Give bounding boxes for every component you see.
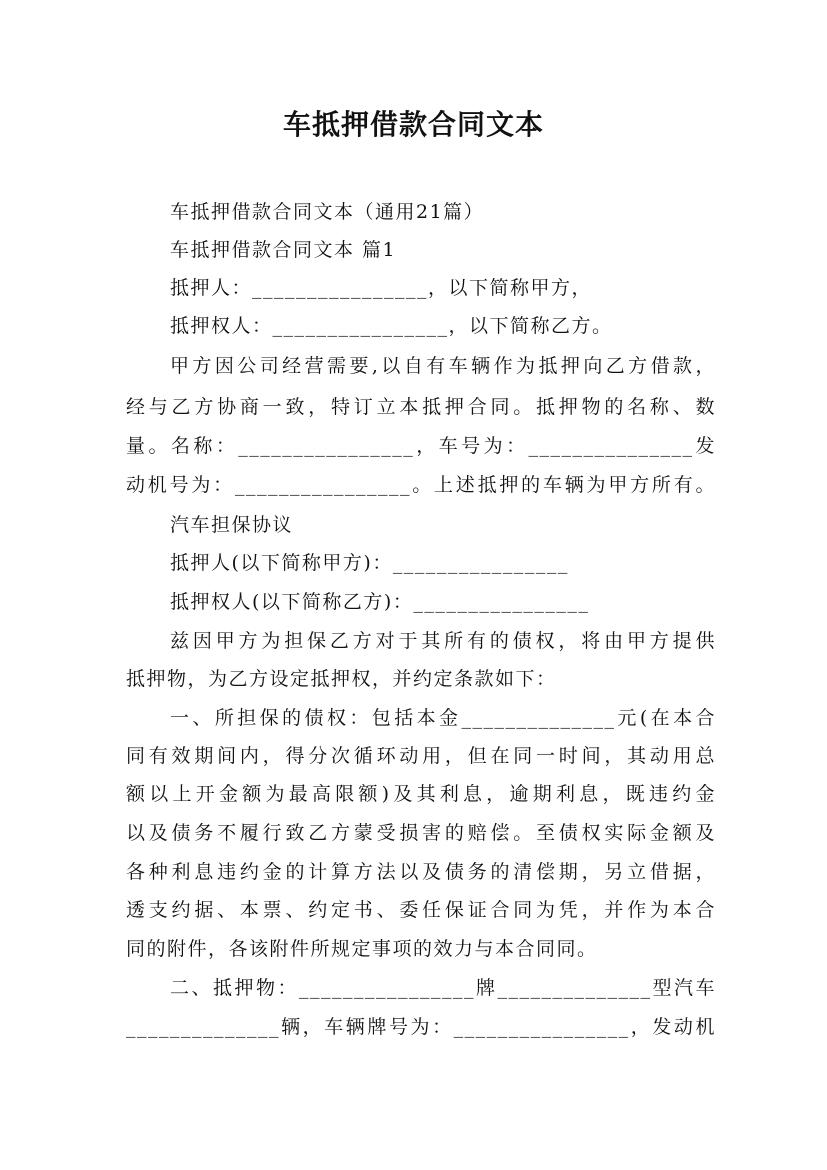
body-line: 抵押权人：________________，以下简称乙方。 bbox=[170, 315, 613, 337]
body-line: 各种利息违约金的计算方法以及债务的清偿期，另立借据， bbox=[126, 861, 716, 883]
body-line: 抵押权人(以下简称乙方)：________________ bbox=[170, 591, 590, 613]
body-line: 同的附件，各该附件所规定事项的效力与本合同同。 bbox=[126, 938, 598, 960]
body-line: 一、所担保的债权：包括本金______________元(在本合 bbox=[170, 707, 716, 729]
body-line: 车抵押借款合同文本（通用21篇） bbox=[170, 201, 485, 223]
body-line: 经与乙方协商一致，特订立本抵押合同。抵押物的名称、数 bbox=[126, 396, 716, 418]
body-line: ______________辆，车辆牌号为：________________，发动机 bbox=[126, 1016, 716, 1038]
body-line: 甲方因公司经营需要,以自有车辆作为抵押向乙方借款， bbox=[170, 355, 716, 377]
body-line: 透支约据、本票、约定书、委任保证合同为凭，并作为本合 bbox=[126, 899, 716, 921]
body-line: 额以上开金额为最高限额)及其利息，逾期利息，既违约金 bbox=[126, 783, 716, 805]
body-line: 以及债务不履行致乙方蒙受损害的赔偿。至债权实际金额及 bbox=[126, 822, 716, 844]
body-line: 抵押人：________________，以下简称甲方， bbox=[170, 277, 593, 299]
body-line: 抵押人(以下简称甲方)：________________ bbox=[170, 552, 569, 574]
body-line: 兹因甲方为担保乙方对于其所有的债权，将由甲方提供 bbox=[170, 630, 716, 652]
body-line: 汽车担保协议 bbox=[170, 514, 294, 536]
document-title: 车抵押借款合同文本 bbox=[282, 108, 544, 141]
body-line: 车抵押借款合同文本 篇1 bbox=[170, 239, 397, 261]
body-line: 抵押物，为乙方设定抵押权，并约定条款如下： bbox=[126, 668, 557, 690]
body-line: 量。名称：________________，车号为：_______________发 bbox=[126, 435, 716, 457]
body-line: 同有效期间内，得分次循环动用，但在同一时间，其动用总 bbox=[126, 745, 716, 767]
body-line: 二、抵押物：________________牌______________型汽车 bbox=[170, 977, 716, 999]
body-line: 动机号为：________________。上述抵押的车辆为甲方所有。 bbox=[126, 474, 716, 496]
